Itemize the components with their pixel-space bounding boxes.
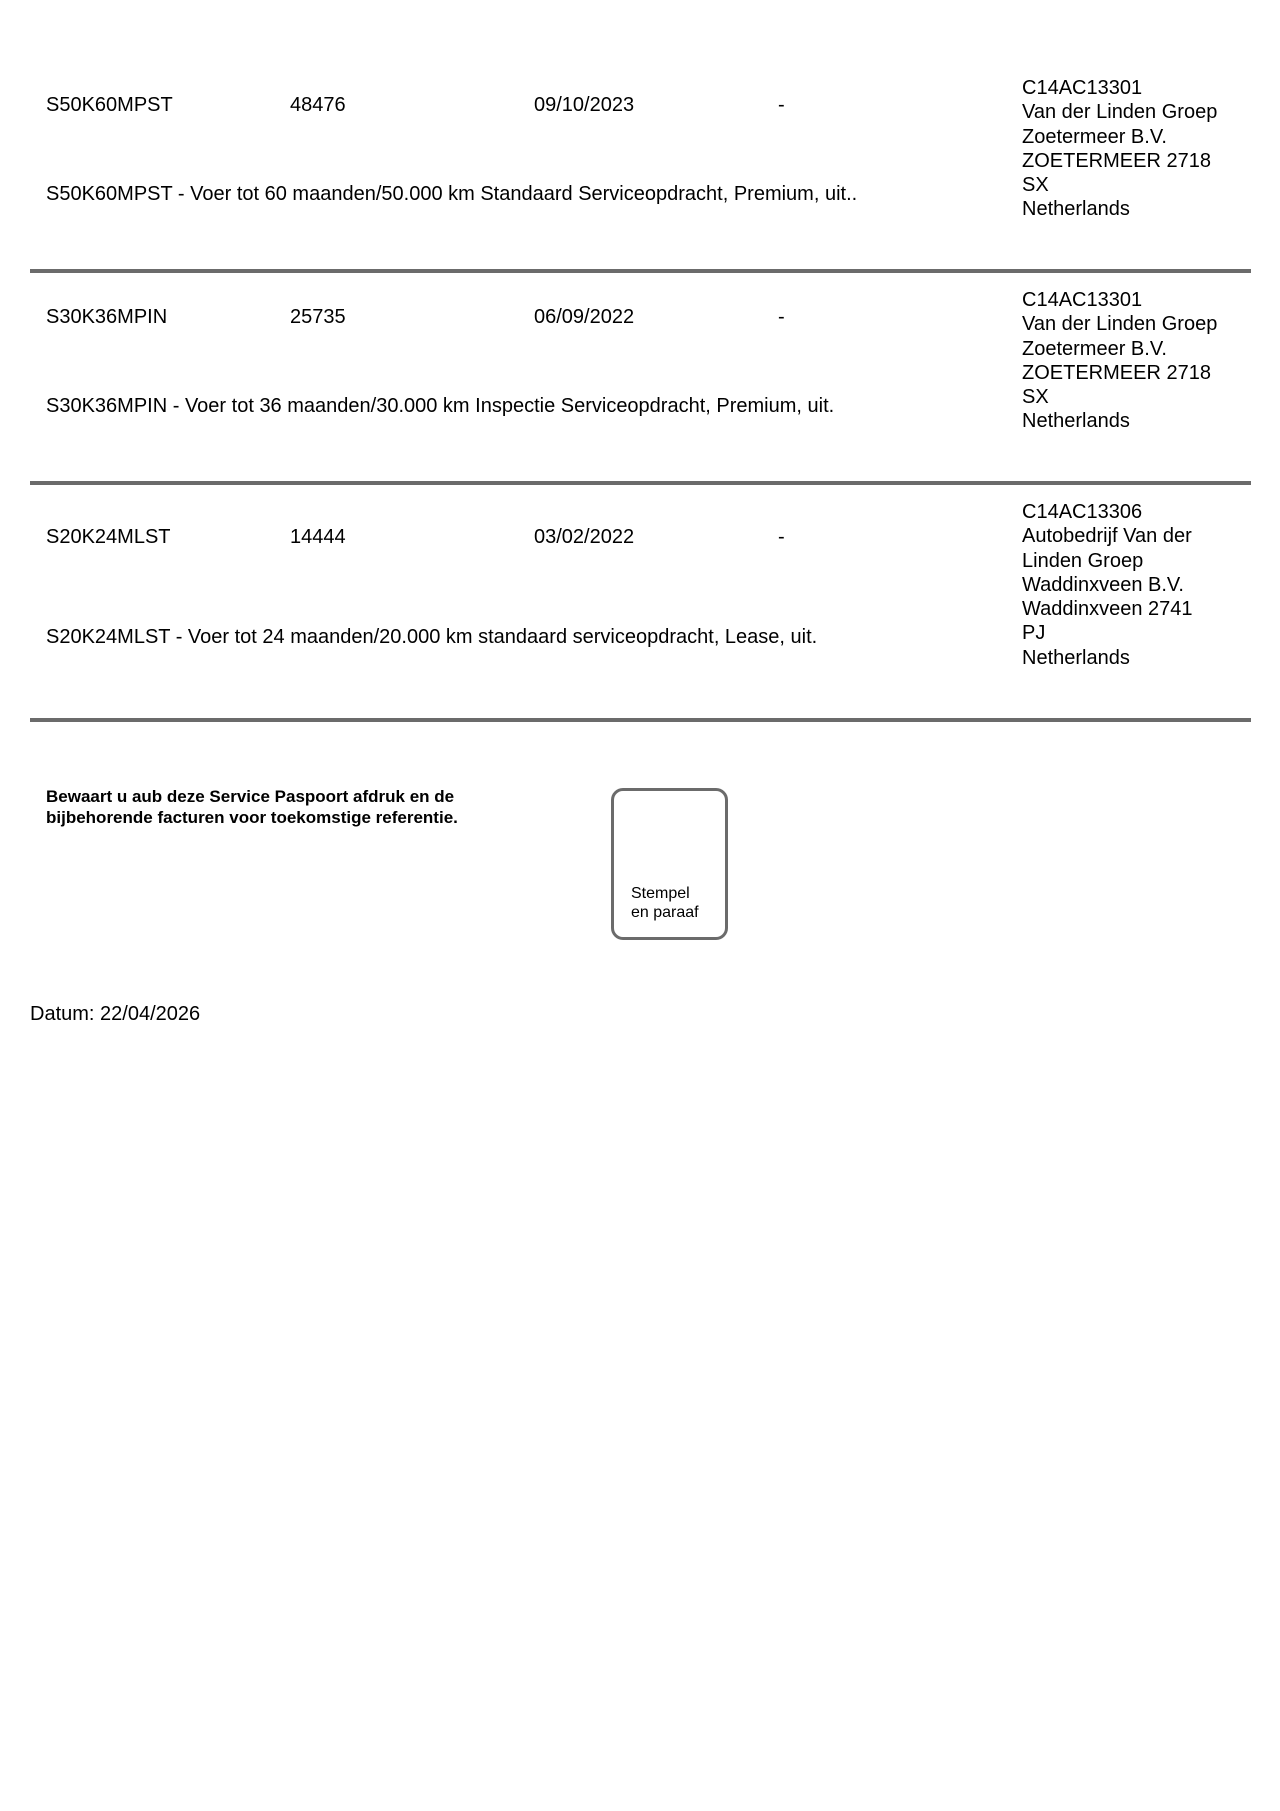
extra-field: - [778,94,785,116]
dealer-line: C14AC13306 [1022,501,1143,523]
dealer-line: SX [1022,386,1049,409]
dealer-line: Van der Linden Groep [1022,101,1218,124]
dealer-line: Zoetermeer B.V. [1022,125,1167,148]
service-description: S50K60MPST - Voer tot 60 maanden/50.000 km Standaard Serviceopdracht, Premium, uit.. [46,183,858,205]
dealer-line: C14AC13301 [1022,77,1143,99]
dealer-line: Waddinxveen 2741 [1022,598,1193,621]
dealer-line: Netherlands [1022,198,1130,221]
dealer-line: ZOETERMEER 2718 [1022,361,1211,384]
stamp-signature-box [611,788,728,940]
service-code: S50K60MPST [46,94,173,116]
dealer-address [1022,288,1247,434]
dealer-line: Autobedrijf Van der [1022,525,1192,548]
service-date: 06/09/2022 [534,306,635,328]
print-date: Datum: 22/04/2026 [30,1003,201,1025]
mileage: 14444 [290,526,346,548]
dealer-line: Netherlands [1022,410,1130,433]
dealer-line: Linden Groep [1022,549,1144,572]
stamp-label-line: Stempel [631,885,690,902]
service-description: S20K24MLST - Voer tot 24 maanden/20.000 km standaard serviceopdracht, Lease, uit. [46,626,818,648]
note-line: Bewaart u aub deze Service Paspoort afdruk en de [46,787,455,806]
record-divider [30,718,1251,722]
service-code: S20K24MLST [46,526,171,548]
mileage: 25735 [290,306,346,328]
service-date: 09/10/2023 [534,94,635,116]
dealer-address [1022,76,1247,222]
dealer-line: Van der Linden Groep [1022,313,1218,336]
dealer-line: PJ [1022,622,1046,645]
record-divider [30,269,1251,273]
extra-field: - [778,526,785,548]
note-line: bijbehorende facturen voor toekomstige referentie. [46,808,458,827]
dealer-line: SX [1022,174,1049,197]
stamp-label [631,884,699,922]
dealer-address [1022,500,1247,670]
dealer-line: ZOETERMEER 2718 [1022,149,1211,172]
service-code: S30K36MPIN [46,306,168,328]
dealer-line: Zoetermeer B.V. [1022,337,1167,360]
dealer-line: Netherlands [1022,646,1130,669]
stamp-label-line: en paraaf [631,904,699,921]
service-date: 03/02/2022 [534,526,635,548]
keep-records-note [46,786,458,828]
extra-field: - [778,306,785,328]
dealer-line: Waddinxveen B.V. [1022,573,1184,596]
mileage: 48476 [290,94,346,116]
dealer-line: C14AC13301 [1022,289,1143,311]
record-divider [30,481,1251,485]
service-description: S30K36MPIN - Voer tot 36 maanden/30.000 km Inspectie Serviceopdracht, Premium, uit. [46,395,835,417]
